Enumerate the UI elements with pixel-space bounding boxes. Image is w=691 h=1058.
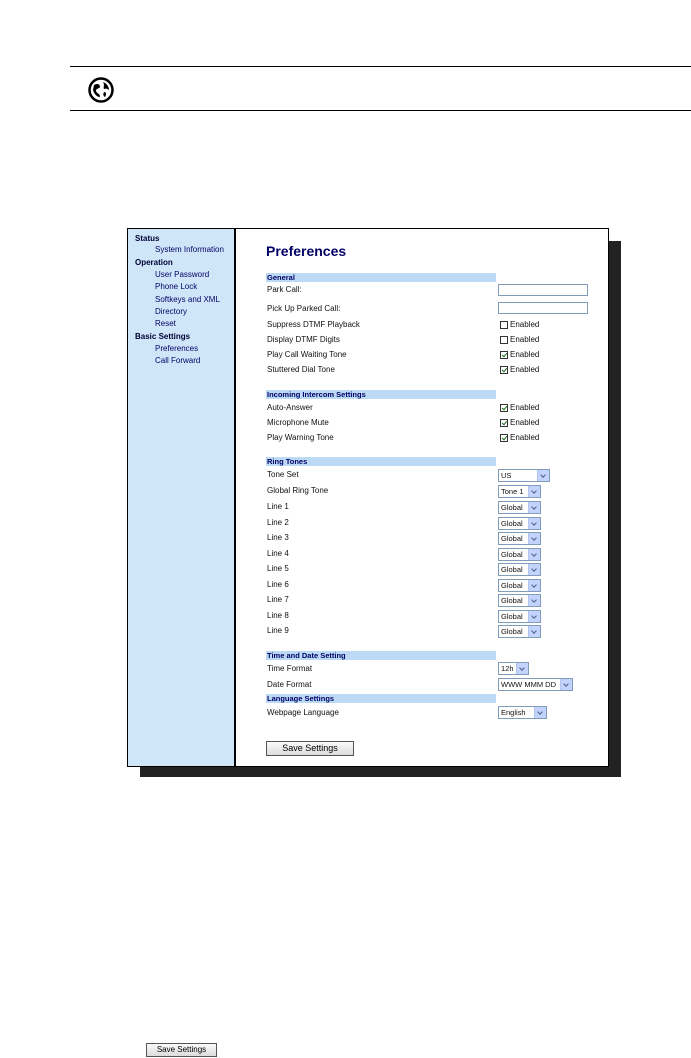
display-dtmf-box[interactable] <box>500 336 508 344</box>
enabled-text: Enabled <box>510 365 540 374</box>
webpage-language-label: Webpage Language <box>267 708 339 717</box>
suppress-dtmf-label: Suppress DTMF Playback <box>267 320 360 329</box>
display-dtmf-label: Display DTMF Digits <box>267 335 340 344</box>
line-ring-value: Global <box>501 518 523 528</box>
mic-mute-label: Microphone Mute <box>267 418 329 427</box>
section-general: General <box>266 273 496 282</box>
line-ring-value: Global <box>501 611 523 621</box>
chevron-down-icon[interactable] <box>528 533 540 544</box>
call-waiting-label: Play Call Waiting Tone <box>267 350 347 359</box>
line-4-label: Line 4 <box>267 548 289 558</box>
sidebar <box>128 229 236 766</box>
suppress-dtmf-box[interactable] <box>500 321 508 329</box>
chevron-down-icon[interactable] <box>537 470 549 481</box>
tone-set-label: Tone Set <box>267 470 299 479</box>
section-intercom: Incoming Intercom Settings <box>266 390 496 399</box>
line-ring-value: Global <box>501 627 523 636</box>
call-waiting-box[interactable] <box>500 351 508 359</box>
bottom-rule <box>70 110 691 111</box>
line-ring-value: Global <box>501 534 523 543</box>
save-settings-button[interactable]: Save Settings <box>266 741 354 756</box>
nav-item-phone-lock[interactable]: Phone Lock <box>155 282 198 291</box>
chevron-down-icon[interactable] <box>528 564 540 575</box>
line-4-ring-select[interactable] <box>498 548 541 561</box>
webpage-language-select[interactable] <box>498 706 547 719</box>
line-8-ring-select[interactable] <box>498 610 541 623</box>
call-waiting-checkbox[interactable] <box>500 350 539 359</box>
web-ui-icon <box>88 77 114 103</box>
nav-item-reset[interactable]: Reset <box>155 319 176 328</box>
line-3-ring-select[interactable] <box>498 532 541 545</box>
line-7-ring-select[interactable] <box>498 594 541 607</box>
top-rule <box>70 66 691 67</box>
line-9-ring-select[interactable] <box>498 625 541 638</box>
line-1-label: Line 1 <box>267 502 289 511</box>
nav-section-basic-settings: Basic Settings <box>135 332 191 341</box>
line-ring-value: Global <box>501 503 523 512</box>
chevron-down-icon[interactable] <box>528 486 540 497</box>
mic-mute-checkbox[interactable] <box>500 418 539 427</box>
webpage-language-value: English <box>501 708 526 717</box>
enabled-text: Enabled <box>510 403 540 412</box>
line-6-label: Line 6 <box>267 579 289 589</box>
section-time-date: Time and Date Setting <box>266 651 496 660</box>
nav-item-directory[interactable]: Directory <box>155 307 188 316</box>
chevron-down-icon[interactable] <box>528 611 540 622</box>
section-language: Language Settings <box>266 694 496 703</box>
chevron-down-icon[interactable] <box>528 502 540 513</box>
tone-set-value: US <box>501 471 512 480</box>
pickup-parked-label: Pick Up Parked Call: <box>267 304 341 313</box>
global-ring-select[interactable] <box>498 485 541 498</box>
line-ring-value: Global <box>501 580 523 590</box>
mic-mute-box[interactable] <box>500 419 508 427</box>
warning-tone-label: Play Warning Tone <box>267 433 334 442</box>
section-ring-tones: Ring Tones <box>266 457 496 466</box>
time-format-value: 12h <box>501 664 514 673</box>
chevron-down-icon[interactable] <box>528 549 540 560</box>
date-format-label: Date Format <box>267 680 312 689</box>
line-6-ring-select[interactable] <box>498 579 541 592</box>
line-3-label: Line 3 <box>267 533 289 542</box>
park-call-input[interactable] <box>498 284 588 296</box>
chevron-down-icon[interactable] <box>516 663 528 674</box>
chevron-down-icon[interactable] <box>528 580 540 591</box>
nav-section-status: Status <box>135 234 160 243</box>
stuttered-box[interactable] <box>500 366 508 374</box>
chevron-down-icon[interactable] <box>528 626 540 637</box>
nav-item-preferences[interactable]: Preferences <box>155 344 199 353</box>
global-ring-value: Tone 1 <box>501 487 524 496</box>
line-ring-value: Global <box>501 596 523 605</box>
web-ui-screenshot <box>127 228 609 767</box>
line-5-label: Line 5 <box>267 564 289 573</box>
line-9-label: Line 9 <box>267 626 289 635</box>
line-ring-value: Global <box>501 549 523 559</box>
stuttered-label: Stuttered Dial Tone <box>267 365 335 374</box>
save-settings-button-reference[interactable]: Save Settings <box>146 1043 217 1057</box>
enabled-text: Enabled <box>510 335 540 344</box>
suppress-dtmf-checkbox[interactable] <box>500 320 539 329</box>
line-1-ring-select[interactable] <box>498 501 541 514</box>
enabled-text: Enabled <box>510 350 540 359</box>
stuttered-checkbox[interactable] <box>500 365 539 374</box>
date-format-select[interactable] <box>498 678 573 691</box>
nav-item-user-password[interactable]: User Password <box>155 270 210 279</box>
nav-item-system-information[interactable]: System Information <box>155 245 224 254</box>
auto-answer-checkbox[interactable] <box>500 403 539 412</box>
warning-tone-box[interactable] <box>500 434 508 442</box>
nav-section-operation: Operation <box>135 258 173 267</box>
date-format-value: WWW MMM DD <box>501 680 556 689</box>
warning-tone-checkbox[interactable] <box>500 433 539 442</box>
chevron-down-icon[interactable] <box>528 518 540 529</box>
tone-set-select[interactable] <box>498 469 550 482</box>
line-7-label: Line 7 <box>267 595 289 604</box>
time-format-select[interactable] <box>498 662 529 675</box>
global-ring-label: Global Ring Tone <box>267 486 329 495</box>
line-8-label: Line 8 <box>267 610 289 620</box>
time-format-label: Time Format <box>267 664 313 673</box>
line-5-ring-select[interactable] <box>498 563 541 576</box>
auto-answer-box[interactable] <box>500 404 508 412</box>
display-dtmf-checkbox[interactable] <box>500 335 539 344</box>
park-call-label: Park Call: <box>267 285 302 294</box>
enabled-text: Enabled <box>510 320 540 329</box>
enabled-text: Enabled <box>510 433 540 442</box>
chevron-down-icon[interactable] <box>534 707 546 718</box>
pickup-parked-input[interactable] <box>498 302 588 314</box>
page-title: Preferences <box>266 243 347 259</box>
line-ring-value: Global <box>501 565 523 574</box>
line-2-label: Line 2 <box>267 517 289 527</box>
nav-item-softkeys-xml[interactable]: Softkeys and XML <box>155 295 220 304</box>
chevron-down-icon[interactable] <box>528 595 540 606</box>
auto-answer-label: Auto-Answer <box>267 403 313 412</box>
enabled-text: Enabled <box>510 418 540 427</box>
chevron-down-icon[interactable] <box>560 679 572 690</box>
preferences-content <box>236 229 608 766</box>
nav-item-call-forward[interactable]: Call Forward <box>155 356 201 365</box>
line-2-ring-select[interactable] <box>498 517 541 530</box>
